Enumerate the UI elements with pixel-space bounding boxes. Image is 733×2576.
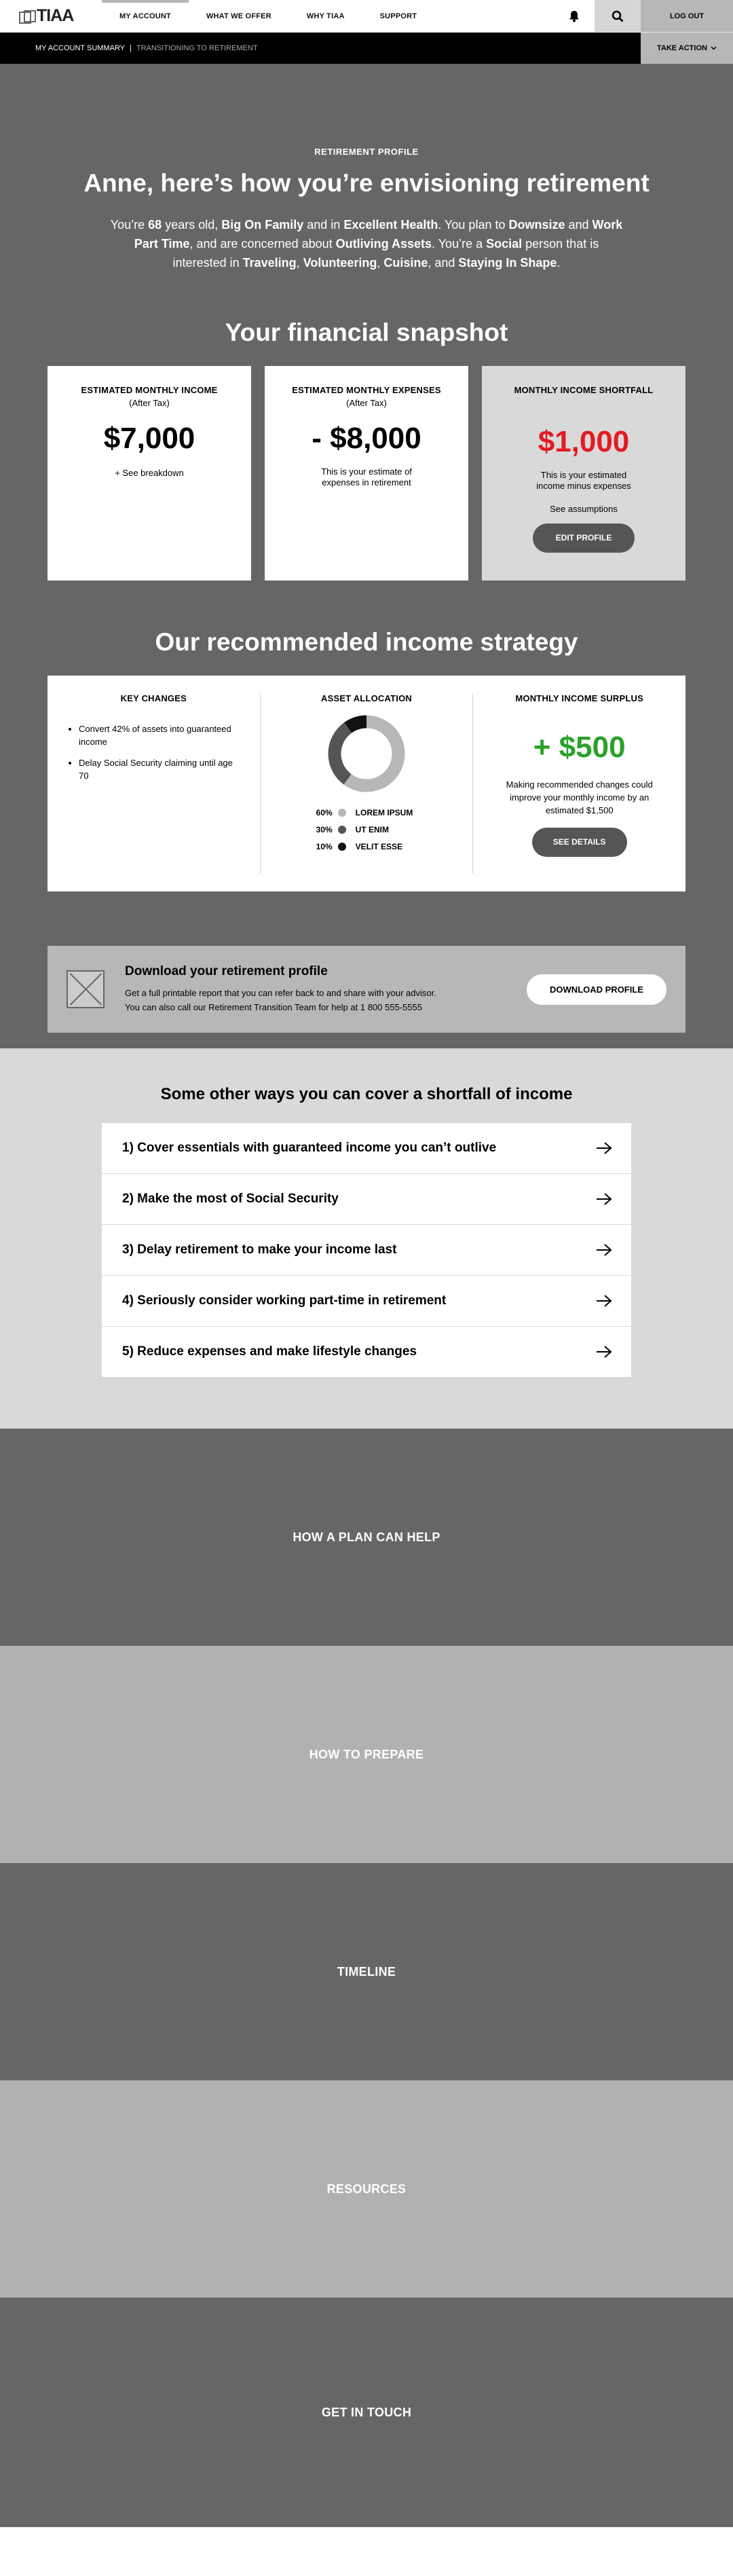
allocation-row xyxy=(316,838,454,855)
allocation-row xyxy=(316,821,454,838)
allocation-percent: 60% xyxy=(316,807,333,817)
plan-downsize: Downsize xyxy=(508,218,565,232)
list-item[interactable] xyxy=(102,1123,631,1173)
family-value: Big On Family xyxy=(221,218,304,232)
arrow-right-icon xyxy=(596,1243,612,1257)
interest-volunteering: Volunteering xyxy=(303,256,377,270)
search-icon xyxy=(612,10,624,22)
take-action-label: TAKE ACTION xyxy=(657,44,707,52)
allocation-donut-wrap xyxy=(280,713,454,794)
snapshot-title: Your financial snapshot xyxy=(225,318,508,346)
how-to-prepare-section xyxy=(0,1646,733,1863)
nav-what-we-offer[interactable]: WHAT WE OFFER xyxy=(206,12,271,20)
personality-value: Social xyxy=(486,237,523,251)
section-heading: RESOURCES xyxy=(326,2182,407,2196)
allocation-label: UT ENIM xyxy=(355,824,390,834)
list-item[interactable] xyxy=(102,1276,631,1326)
list-item-label: 5) Reduce expenses and make lifestyle changes xyxy=(122,1344,417,1359)
see-breakdown-link[interactable]: + See breakdown xyxy=(115,468,184,478)
shortfall-amount: $1,000 xyxy=(538,425,630,458)
list-item-label: 2) Make the most of Social Security xyxy=(122,1192,339,1206)
strategy-title: Our recommended income strategy xyxy=(155,628,578,656)
interest-cuisine: Cuisine xyxy=(383,256,428,270)
income-label: ESTIMATED MONTHLY INCOME xyxy=(81,385,218,395)
nav-support[interactable]: SUPPORT xyxy=(379,12,417,20)
allocation-swatch xyxy=(338,826,346,834)
profile-summary: You’re 68 years old, Big On Family and in Excellent Health. You plan to Downsize and Work Part Time, and are concerned about Outliving Assets. You’re a Social person that is interested in Traveling, Volunteering, Cuisine, and Staying In Shape. xyxy=(110,218,623,270)
notifications-button[interactable] xyxy=(554,0,595,32)
get-in-touch-section xyxy=(0,2298,733,2527)
asset-allocation-heading: ASSET ALLOCATION xyxy=(321,693,412,703)
section-eyebrow: RETIREMENT PROFILE xyxy=(314,147,419,157)
arrow-right-icon xyxy=(596,1294,612,1308)
age-value: 68 xyxy=(148,218,162,232)
asset-allocation-column xyxy=(260,693,473,874)
list-item-label: 1) Cover essentials with guaranteed income you can’t outlive xyxy=(122,1141,497,1155)
allocation-swatch xyxy=(338,809,346,817)
allocation-label: VELIT ESSE xyxy=(355,841,403,851)
image-placeholder-icon xyxy=(67,970,105,1008)
surplus-heading: MONTHLY INCOME SURPLUS xyxy=(515,693,643,703)
list-item-label: 3) Delay retirement to make your income last xyxy=(122,1243,397,1257)
download-body xyxy=(125,986,527,1014)
expenses-card xyxy=(265,366,468,581)
nav-spacer xyxy=(434,0,554,32)
chevron-down-icon xyxy=(711,46,717,50)
surplus-column xyxy=(472,693,685,874)
other-ways-title: Some other ways you can cover a shortfall of income xyxy=(160,1085,573,1103)
see-assumptions-link[interactable]: See assumptions xyxy=(550,504,618,514)
key-changes-list xyxy=(67,722,241,782)
section-heading: HOW A PLAN CAN HELP xyxy=(293,1530,440,1544)
allocation-row xyxy=(316,804,454,821)
download-body-line: Get a full printable report that you can refer back to and share with your advisor. xyxy=(125,988,436,998)
other-ways-section xyxy=(0,1048,733,1429)
timeline-section xyxy=(0,1863,733,2080)
see-details-button[interactable]: SEE DETAILS xyxy=(532,828,627,857)
allocation-donut-chart xyxy=(326,713,407,794)
logo-text: TIAA xyxy=(37,6,74,25)
top-navigation xyxy=(0,0,733,33)
section-heading: TIMELINE xyxy=(337,1964,396,1979)
income-sublabel: (After Tax) xyxy=(129,398,170,408)
key-change-item: • Delay Social Security claiming until age 70 xyxy=(79,756,241,782)
allocation-legend xyxy=(316,804,454,855)
shortfall-card xyxy=(482,366,685,581)
other-ways-list xyxy=(102,1123,631,1377)
main-nav xyxy=(102,0,434,32)
expenses-amount: - $8,000 xyxy=(312,422,421,455)
logo-mark-icon xyxy=(19,10,34,22)
search-button[interactable] xyxy=(595,0,641,32)
surplus-amount: + $500 xyxy=(533,731,626,764)
download-body-line: You can also call our Retirement Transition Team for help at 1 800 555-5555 xyxy=(125,1002,422,1012)
download-profile-button[interactable]: DOWNLOAD PROFILE xyxy=(527,974,666,1005)
list-item-label: 4) Seriously consider working part-time in retirement xyxy=(122,1293,447,1308)
health-value: Excellent Health xyxy=(343,218,438,232)
resources-section xyxy=(0,2080,733,2298)
shortfall-label: MONTHLY INCOME SHORTFALL xyxy=(514,385,654,395)
surplus-note: Making recommended changes could improve your monthly income by an estimated $1,500 xyxy=(506,779,653,815)
income-amount: $7,000 xyxy=(103,422,195,455)
snapshot-cards xyxy=(48,366,685,581)
allocation-swatch xyxy=(338,843,346,851)
plan-part-time: Work Part Time xyxy=(134,218,623,251)
take-action-dropdown[interactable] xyxy=(641,33,733,64)
breadcrumb xyxy=(0,44,641,52)
allocation-label: LOREM IPSUM xyxy=(355,807,413,817)
list-item[interactable] xyxy=(102,1327,631,1377)
section-heading: GET IN TOUCH xyxy=(321,2405,412,2419)
breadcrumb-account-summary[interactable]: MY ACCOUNT SUMMARY xyxy=(35,44,126,52)
retirement-profile-section xyxy=(0,64,733,1048)
list-item[interactable] xyxy=(102,1225,631,1275)
breadcrumb-separator: | xyxy=(130,44,132,52)
key-changes-heading: KEY CHANGES xyxy=(120,693,187,703)
page-title: Anne, here’s how you’re envisioning retirement xyxy=(83,169,650,197)
interest-shape: Staying In Shape xyxy=(458,256,557,270)
arrow-right-icon xyxy=(596,1141,612,1155)
bell-icon xyxy=(569,10,580,22)
allocation-percent: 10% xyxy=(316,841,333,851)
tiaa-logo[interactable] xyxy=(0,0,102,32)
shortfall-note: This is your estimated income minus expenses xyxy=(536,470,631,491)
key-change-item: • Convert 42% of assets into guaranteed income xyxy=(79,722,241,748)
interest-traveling: Traveling xyxy=(242,256,297,270)
arrow-right-icon xyxy=(596,1345,612,1359)
concern-value: Outliving Assets xyxy=(335,237,432,251)
breadcrumb-bar xyxy=(0,33,733,64)
nav-my-account[interactable]: MY ACCOUNT xyxy=(102,0,189,32)
expenses-label: ESTIMATED MONTHLY EXPENSES xyxy=(292,385,441,395)
section-heading: HOW TO PREPARE xyxy=(309,1747,424,1761)
logout-button[interactable]: LOG OUT xyxy=(641,0,733,32)
allocation-percent: 30% xyxy=(316,824,333,834)
download-title: Download your retirement profile xyxy=(125,964,328,978)
expenses-sublabel: (After Tax) xyxy=(346,398,387,408)
key-changes-column xyxy=(48,693,260,874)
nav-why-tiaa[interactable]: WHY TIAA xyxy=(306,12,345,20)
strategy-panel xyxy=(48,676,685,891)
download-profile-banner xyxy=(48,946,685,1033)
how-a-plan-can-help-section xyxy=(0,1429,733,1646)
expenses-note: This is your estimate of expenses in retirement xyxy=(321,466,412,487)
download-text xyxy=(125,964,527,1014)
edit-profile-button[interactable]: EDIT PROFILE xyxy=(533,523,635,553)
arrow-right-icon xyxy=(596,1192,612,1206)
breadcrumb-current: TRANSITIONING TO RETIREMENT xyxy=(136,44,258,52)
income-card xyxy=(48,366,251,581)
list-item[interactable] xyxy=(102,1174,631,1224)
